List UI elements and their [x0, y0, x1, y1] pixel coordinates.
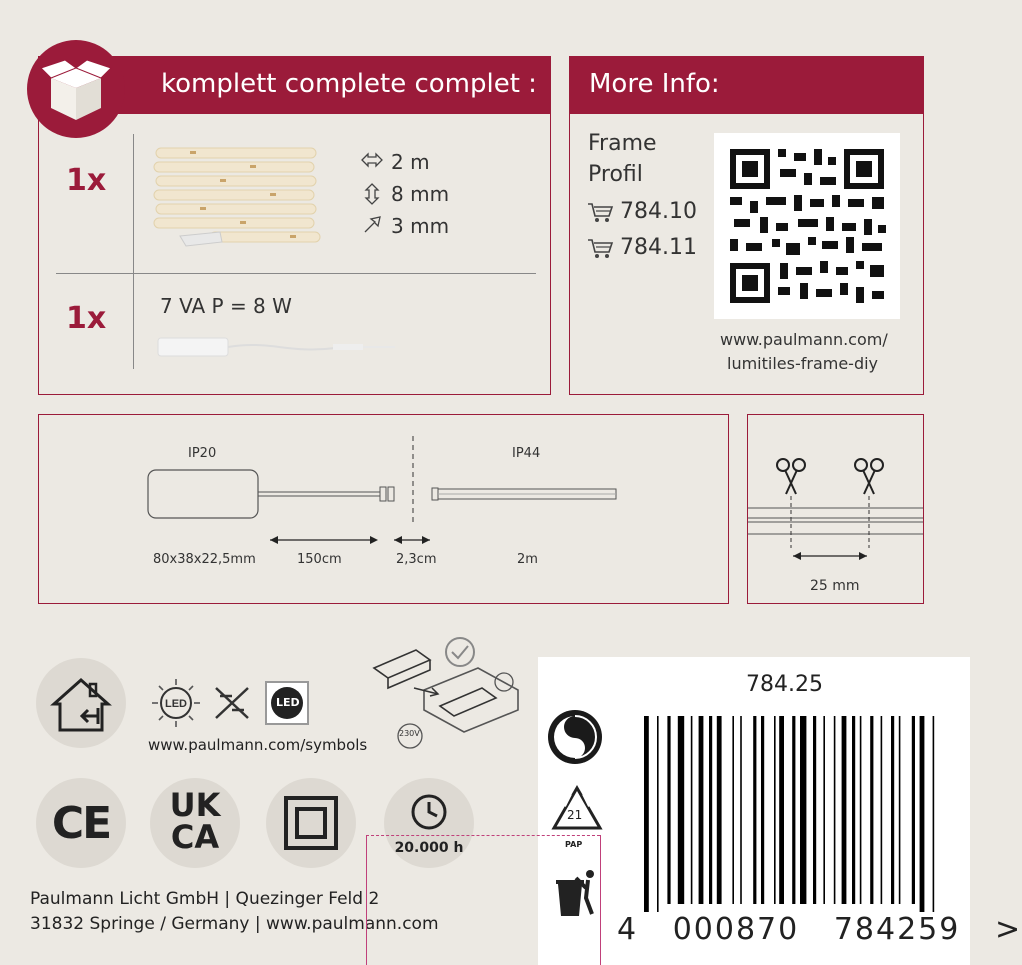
product-number: 784.25 [746, 672, 823, 697]
barcode-bar [933, 716, 935, 912]
more-info-ref1: 784.10 [620, 199, 697, 224]
contents-header-text: komplett complete complet : [161, 69, 537, 99]
barcode-bar [691, 716, 693, 904]
barcode-bar [823, 716, 825, 904]
barcode-bar [881, 716, 883, 904]
barcode-bar [709, 716, 712, 904]
svg-text:LED: LED [165, 698, 187, 710]
led-symbol-label: LED [276, 696, 300, 709]
cart-icon [586, 200, 614, 224]
barcode-bar [842, 716, 847, 904]
ip-left-label: IP20 [188, 446, 217, 461]
barcode-bar [667, 716, 670, 904]
barcode-bar [779, 716, 784, 904]
package-icon [27, 40, 125, 138]
barcode-bar [740, 716, 742, 904]
barcode-bar [920, 716, 925, 912]
crop-line-left [366, 835, 367, 965]
lifetime-icon [384, 778, 474, 868]
more-info-ref2: 784.11 [620, 235, 697, 260]
more-info-header-text: More Info: [589, 69, 720, 99]
barcode-bar [792, 716, 795, 904]
barcode-bar [717, 716, 722, 904]
more-info-url-line1[interactable]: www.paulmann.com/ [720, 330, 888, 349]
barcode-bar [813, 716, 816, 904]
cut-drawing [748, 450, 923, 570]
ip-right-label: IP44 [512, 446, 541, 461]
cable-length-label: 150cm [297, 552, 342, 567]
ce-mark-text: CE [51, 798, 111, 849]
barcode-bar [678, 716, 684, 904]
voltage-label: 230V [399, 729, 420, 738]
barcode-bar [860, 716, 862, 904]
trash-bin-icon [552, 864, 602, 924]
barcode-bar [912, 716, 915, 904]
barcode [642, 716, 938, 912]
company-line2: 31832 Springe / Germany | www.paulmann.com [30, 914, 439, 934]
driver-replace-icon [368, 630, 528, 750]
barcode-bar [800, 716, 806, 904]
barcode-bar [774, 716, 776, 904]
more-info-header [569, 56, 924, 114]
ukca-top-text: UK [169, 786, 221, 824]
length-value: 2 m [391, 150, 430, 174]
barcode-bar [852, 716, 855, 904]
driver-image [150, 330, 400, 364]
more-info-url-line2[interactable]: lumitiles-frame-diy [727, 354, 879, 373]
green-dot-icon [546, 708, 604, 766]
company-line1: Paulmann Licht GmbH | Quezinger Feld 2 [30, 889, 380, 909]
symbols-url[interactable]: www.paulmann.com/symbols [148, 736, 368, 754]
more-info-line1: Frame [588, 131, 657, 156]
lifetime-label: 20.000 h [394, 840, 464, 856]
indoor-use-icon [36, 658, 126, 748]
qr-code-icon[interactable] [714, 133, 900, 319]
protection-class-icon [266, 778, 356, 868]
led-strip-image [150, 140, 330, 250]
recycling-material: PAP [565, 840, 583, 849]
height-icon [361, 214, 383, 236]
cart-icon [586, 236, 614, 260]
connector-length-label: 2,3cm [396, 552, 437, 567]
barcode-bar [753, 716, 756, 904]
width-value: 8 mm [391, 182, 450, 206]
barcode-bar [761, 716, 764, 904]
barcode-bar [699, 716, 704, 904]
ukca-bottom-text: CA [170, 818, 220, 856]
height-value: 3 mm [391, 214, 450, 238]
barcode-bar [657, 716, 659, 912]
recycling-code: 21 [567, 808, 583, 822]
barcode-bar [870, 716, 873, 904]
barcode-bar [732, 716, 734, 904]
ean-number: 4 000870 784259 > [617, 912, 1022, 947]
contents-divider-vertical [133, 134, 134, 369]
crop-line-horizontal [366, 835, 600, 836]
item2-power: 7 VA P = 8 W [160, 294, 292, 318]
contents-divider-horizontal [56, 273, 536, 274]
item2-qty: 1x [66, 301, 107, 336]
wiring-drawing [140, 434, 630, 544]
item1-qty: 1x [66, 163, 107, 198]
barcode-bar [891, 716, 894, 904]
driver-dims-label: 80x38x22,5mm [153, 552, 256, 567]
barcode-bar [899, 716, 901, 904]
barcode-bar [834, 716, 836, 904]
strip-length-label: 2m [517, 552, 538, 567]
ukca-mark-icon [150, 778, 240, 868]
ce-mark-icon [36, 778, 126, 868]
more-info-line2: Profil [588, 162, 643, 187]
barcode-bar [644, 716, 649, 912]
cut-spacing-label: 25 mm [810, 578, 860, 594]
length-icon [360, 150, 384, 170]
width-icon [362, 182, 382, 206]
